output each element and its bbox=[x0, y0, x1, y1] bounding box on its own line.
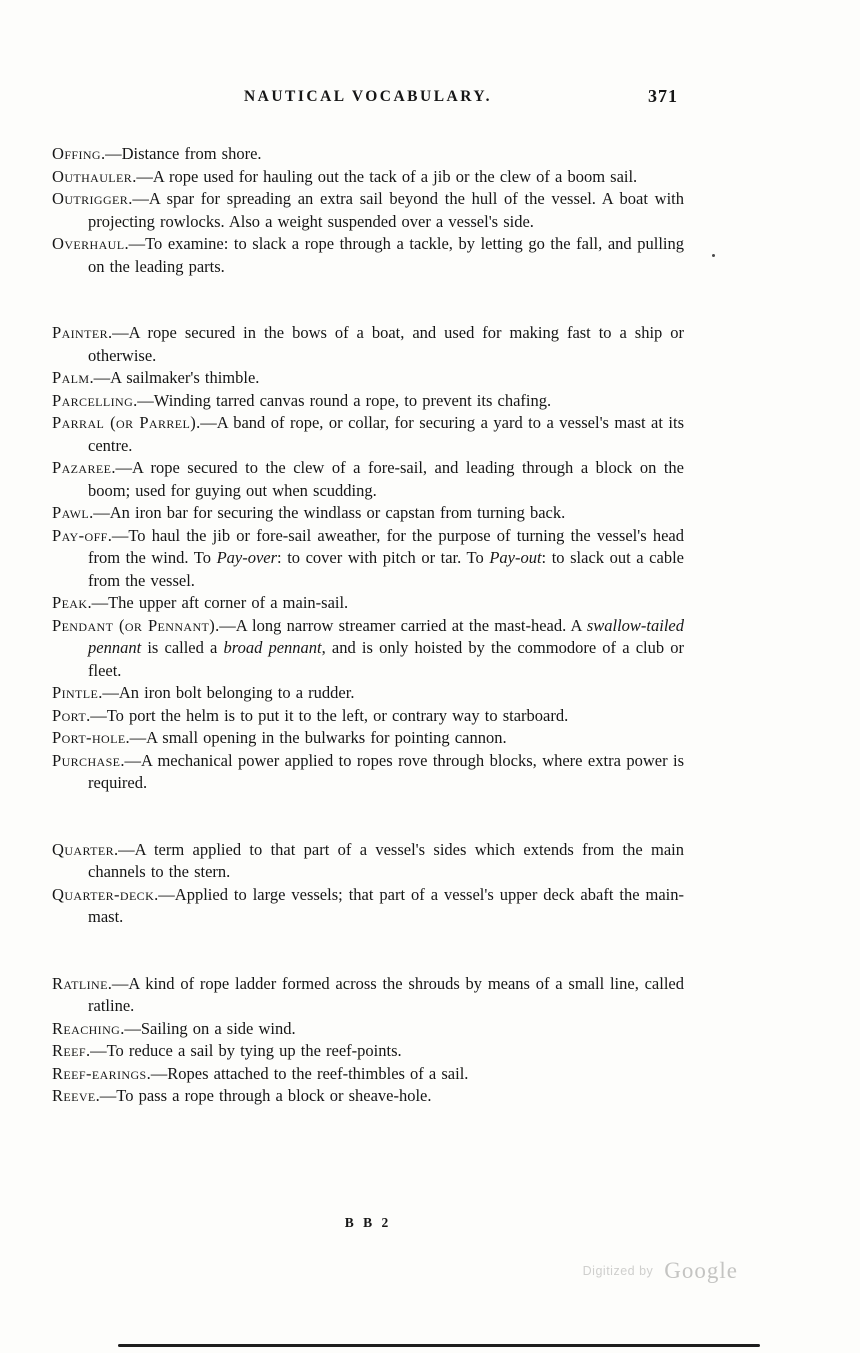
entry-definition-text: .—A spar for spreading an extra sail beyond the hull of the vessel. A boat with projecting rowlocks. Also a weight suspended over a vessel's side. bbox=[88, 189, 684, 231]
vocab-entry bbox=[52, 143, 684, 166]
vocab-entry bbox=[52, 973, 684, 1018]
entry-term: Painter bbox=[52, 323, 108, 342]
entry-term: Outrigger bbox=[52, 189, 129, 208]
entry-definition-text: .—Ropes attached to the reef-thimbles of a sail. bbox=[146, 1063, 469, 1083]
entry-term: Purchase bbox=[52, 750, 121, 770]
entry-term: Quarter bbox=[52, 839, 114, 859]
entry-definition-text: .—An iron bolt belonging to a rudder. bbox=[98, 683, 355, 702]
entry-definition-text: .—A small opening in the bulwarks for pointing cannon. bbox=[125, 728, 507, 747]
entry-definition-italic: Pay-out bbox=[489, 548, 542, 567]
entry-definition-text: .—A sailmaker's thimble. bbox=[89, 368, 260, 387]
entry-definition-text: .—A band of rope, or collar, for securing a yard to a vessel's mast at its centre. bbox=[88, 413, 684, 455]
entry-definition-text: .—To reduce a sail by tying up the reef-points. bbox=[85, 1041, 402, 1060]
entry-term: Port bbox=[52, 705, 87, 725]
entry-term: Parcelling bbox=[52, 390, 134, 410]
entry-term: Reef bbox=[52, 1041, 86, 1060]
vocab-entry bbox=[52, 166, 684, 189]
vocab-entry bbox=[52, 367, 684, 390]
entry-term: Offing bbox=[52, 144, 101, 163]
entry-term: Outhauler bbox=[52, 166, 133, 186]
running-head bbox=[52, 88, 684, 112]
entry-definition-text: : to slack out a cable from the vessel. bbox=[88, 548, 684, 590]
vocab-entry bbox=[52, 390, 684, 413]
entry-term: Pay-off bbox=[52, 525, 108, 545]
vocab-entry bbox=[52, 1063, 684, 1086]
entry-list bbox=[52, 143, 684, 1108]
entry-term: Parral (or Parrel) bbox=[52, 413, 197, 432]
scan-speck bbox=[712, 254, 715, 257]
scan-artifact-line bbox=[118, 1344, 760, 1347]
entry-term: Quarter-deck bbox=[52, 884, 155, 904]
vocab-entry bbox=[52, 1085, 684, 1108]
vocab-entry bbox=[52, 592, 684, 615]
google-logo: Google bbox=[664, 1258, 738, 1283]
vocab-entry bbox=[52, 412, 684, 457]
vocab-entry bbox=[52, 884, 684, 929]
entry-term: Pintle bbox=[52, 683, 99, 702]
entry-term: Overhaul bbox=[52, 234, 125, 253]
entry-definition-text: .—To port the helm is to put it to the left, or contrary way to starboard. bbox=[86, 705, 569, 725]
vocab-entry bbox=[52, 322, 684, 367]
vocab-entry bbox=[52, 705, 684, 728]
entry-term: Reeve bbox=[52, 1086, 96, 1105]
entry-definition-text: : to cover with pitch or tar. To bbox=[277, 548, 490, 567]
entry-definition-text: .—The upper aft corner of a main-sail. bbox=[87, 593, 349, 612]
vocab-entry bbox=[52, 839, 684, 884]
footer-signature: B B 2 bbox=[344, 1215, 392, 1230]
page-content bbox=[52, 88, 684, 1108]
entry-definition-text: , and is only hoisted by the commodore of a club or fleet. bbox=[88, 638, 684, 680]
digitized-by-text: Digitized by bbox=[582, 1264, 654, 1278]
entry-definition-text: .—A long narrow streamer carried at the mast-head. A bbox=[215, 615, 587, 635]
entry-definition-text: .—An iron bar for securing the windlass or capstan from turning back. bbox=[89, 503, 566, 522]
entry-definition-text: .—To pass a rope through a block or sheave-hole. bbox=[95, 1086, 432, 1105]
entry-term: Pendant (or Pennant) bbox=[52, 615, 216, 635]
vocab-entry bbox=[52, 457, 684, 502]
entry-term: Reef-earings bbox=[52, 1063, 147, 1083]
entry-definition-text: .—A mechanical power applied to ropes rove through blocks, where extra power is required. bbox=[88, 750, 684, 792]
entry-definition-text: .—A kind of rope ladder formed across the shrouds by means of a small line, called ratline. bbox=[88, 973, 684, 1015]
vocab-entry bbox=[52, 750, 684, 795]
entry-definition-text: .—To examine: to slack a rope through a tackle, by letting go the fall, and pulling on the leading parts. bbox=[88, 234, 684, 276]
entry-term: Ratline bbox=[52, 973, 108, 993]
entry-definition-text: .—Winding tarred canvas round a rope, to prevent its chafing. bbox=[133, 390, 552, 410]
entry-term: Pawl bbox=[52, 503, 90, 522]
vocab-entry bbox=[52, 1018, 684, 1041]
entry-term: Reaching bbox=[52, 1018, 121, 1038]
vocab-entry bbox=[52, 525, 684, 593]
entry-definition-text: .—A rope secured in the bows of a boat, and used for making fast to a ship or otherwise. bbox=[88, 323, 684, 365]
entry-definition-text: .—Applied to large vessels; that part of a vessel's upper deck abaft the main-mast. bbox=[88, 884, 684, 926]
watermark bbox=[583, 1258, 738, 1284]
entry-definition-text: .—Distance from shore. bbox=[101, 144, 262, 163]
entry-definition-text: is called a bbox=[141, 638, 224, 657]
entry-definition-text: .—A rope used for hauling out the tack of a jib or the clew of a boom sail. bbox=[132, 166, 638, 186]
vocab-entry bbox=[52, 615, 684, 683]
entry-term: Pazaree bbox=[52, 458, 112, 477]
entry-definition-italic: broad pennant bbox=[223, 638, 322, 657]
vocab-entry bbox=[52, 682, 684, 705]
vocab-entry bbox=[52, 502, 684, 525]
entry-term: Palm bbox=[52, 368, 90, 387]
entry-term: Port-hole bbox=[52, 728, 126, 747]
vocab-entry bbox=[52, 727, 684, 750]
entry-definition-italic: swallow-tailed pennant bbox=[88, 615, 684, 657]
entry-definition-text: .—A term applied to that part of a vessel's sides which extends from the main channels to the stern. bbox=[88, 839, 684, 881]
entry-definition-text: .—To haul the jib or fore-sail aweather, for the purpose of turning the vessel's head from the wind. To bbox=[88, 525, 684, 567]
entry-definition-text: .—Sailing on a side wind. bbox=[120, 1018, 296, 1038]
page-title: NAUTICAL VOCABULARY. bbox=[243, 88, 493, 105]
vocab-entry bbox=[52, 188, 684, 233]
vocab-entry bbox=[52, 233, 684, 278]
page-number: 371 bbox=[648, 86, 678, 106]
entry-term: Peak bbox=[52, 593, 88, 612]
vocab-entry bbox=[52, 1040, 684, 1063]
entry-definition-text: .—A rope secured to the clew of a fore-sail, and leading through a block on the boom; used for guying out when scudding. bbox=[88, 458, 684, 500]
entry-definition-italic: Pay-over bbox=[216, 548, 278, 567]
